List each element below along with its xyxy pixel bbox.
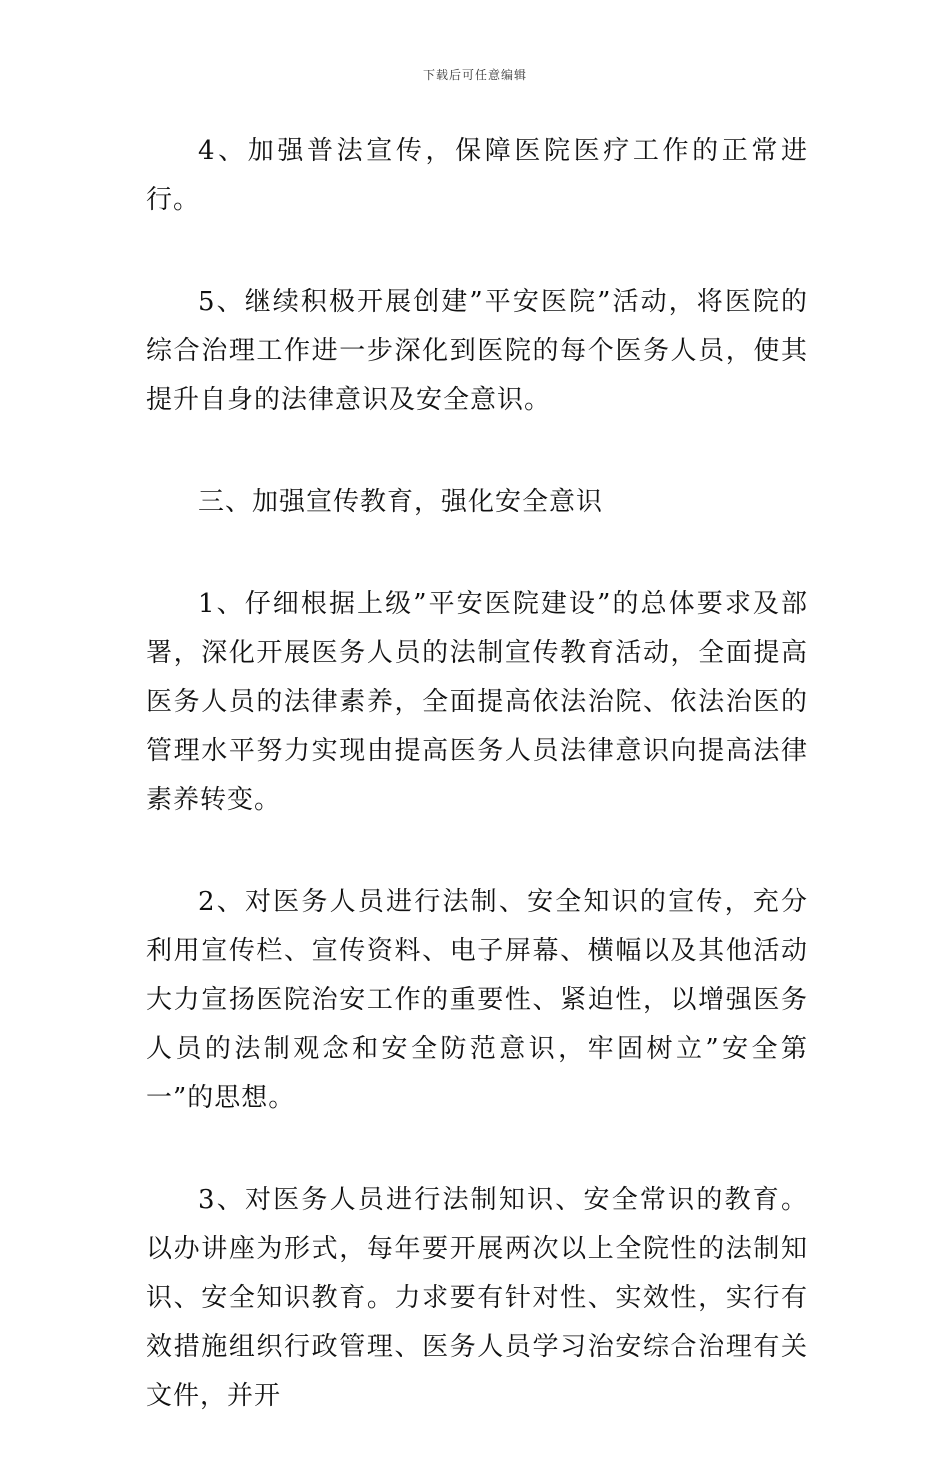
document-body (146, 127, 808, 1474)
paragraph-item-5: 5、继续积极开展创建”平安医院”活动，将医院的综合治理工作进一步深化到医院的每个医务人员，使其提升自身的法律意识及安全意识。 (146, 287, 808, 415)
paragraph-item-3: 3、对医务人员进行法制知识、安全常识的教育。以办讲座为形式，每年要开展两次以上全院性的法制知识、安全知识教育。力求要有针对性、实效性，实行有效措施组织行政管理、医务人员学习治安综合治理有关文件，并开 (146, 1185, 808, 1411)
section-heading-3: 三、加强宣传教育，强化安全意识 (198, 487, 604, 517)
paragraph-item-2: 2、对医务人员进行法制、安全知识的宣传，充分利用宣传栏、宣传资料、电子屏幕、横幅以及其他活动大力宣扬医院治安工作的重要性、紧迫性，以增强医务人员的法制观念和安全防范意识，牢固树立”安全第一”的思想。 (146, 887, 808, 1113)
header-note: 下载后可任意编辑 (422, 68, 527, 82)
paragraph-item-1: 1、仔细根据上级”平安医院建设”的总体要求及部署，深化开展医务人员的法制宣传教育活动，全面提高医务人员的法律素养，全面提高依法治院、依法治医的管理水平努力实现由提高医务人员法律意识向提高法律素养转变。 (146, 589, 808, 815)
paragraph-item-4: 4、加强普法宣传，保障医院医疗工作的正常进行。 (146, 136, 808, 215)
